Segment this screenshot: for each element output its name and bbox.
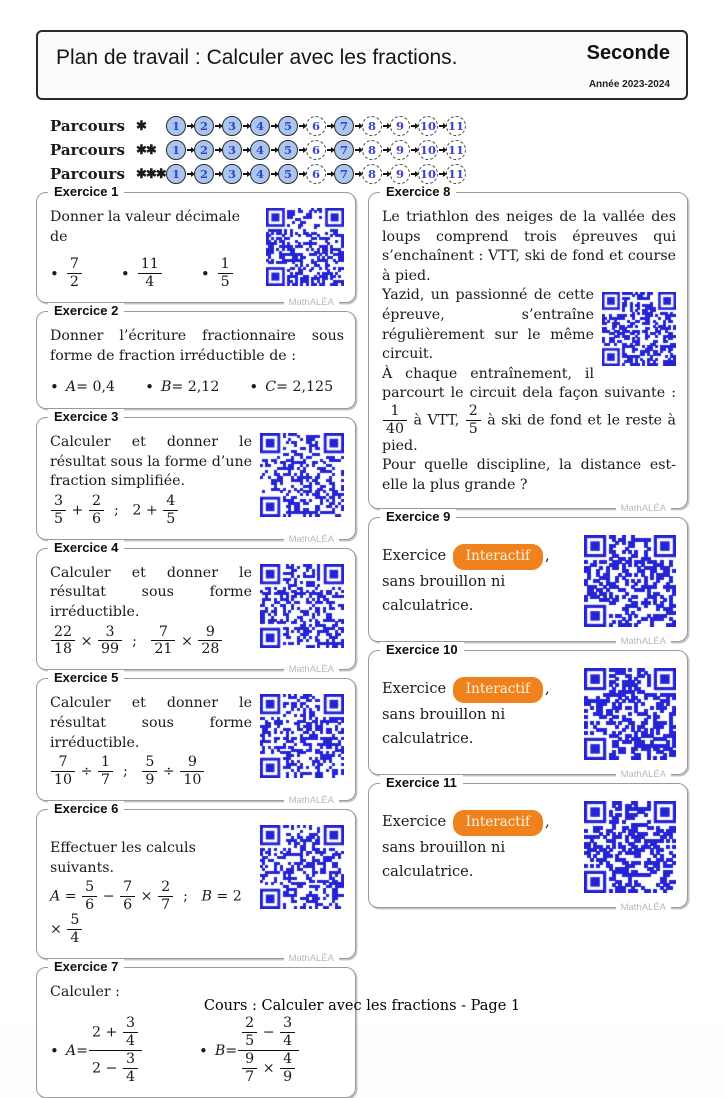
mathalea-watermark: MathALÉA <box>616 503 671 514</box>
parcours-step-11: 11 <box>446 140 466 160</box>
interactif-badge[interactable]: Interactif <box>453 544 543 571</box>
qr-code <box>584 668 676 760</box>
fraction: $\frac{2}{5}$ <box>465 404 482 437</box>
parcours-row <box>50 162 466 186</box>
math-item: • A = 2 + $\frac{3}{4}$ 2 − $\frac{3}{4}$ <box>50 1016 143 1085</box>
parcours-connector-arrow <box>411 125 417 127</box>
exercise-title: Exercice 2 <box>48 303 124 318</box>
interactif-badge[interactable]: Interactif <box>453 810 543 837</box>
fraction: $\frac{9}{7}$ <box>241 1052 258 1085</box>
fraction: 2 + $\frac{3}{4}$ 2 − $\frac{3}{4}$ <box>88 1016 143 1085</box>
interactive-text <box>382 677 584 750</box>
parcours-step-2: 2 <box>194 164 214 184</box>
exercise-card-10 <box>368 641 688 780</box>
exercise-card-11 <box>368 774 688 913</box>
parcours-connector-arrow <box>187 173 193 175</box>
exercise-title: Exercice 7 <box>48 959 124 974</box>
qr-code <box>260 694 344 778</box>
qr-code <box>266 208 344 286</box>
parcours-step-8: 8 <box>362 116 382 136</box>
math-line: $\frac{7}{10}$ ÷ $\frac{1}{7}$ ; $\frac{5}{9}$ ÷ $\frac{9}{10}$ <box>50 755 344 788</box>
fraction: $\frac{5}{4}$ <box>66 913 83 946</box>
parcours-connector-arrow <box>411 149 417 151</box>
parcours-connector-arrow <box>327 125 333 127</box>
comma: , <box>545 679 550 697</box>
exercise-paragraph-math: À chaque entraînement, il parcourt le circuit dela façon suivante : $\frac{1}{40}$ à VTT, $\frac{2}{5}$ à ski de fond et le reste à pied. <box>382 365 676 454</box>
fraction: $\frac{2}{5}$ − $\frac{3}{4}$ $\frac{9}{7}$ × $\frac{4}{9}$ <box>237 1016 300 1085</box>
fraction: $\frac{3}{4}$ <box>279 1016 296 1049</box>
exercise-title: Exercice 8 <box>380 184 456 199</box>
math-item: • C = 2,125 <box>249 378 333 396</box>
parcours-steps <box>166 140 466 160</box>
bullet-list <box>50 378 344 396</box>
parcours-row <box>50 114 466 138</box>
parcours-step-4: 4 <box>250 140 270 160</box>
exercise-title: Exercice 1 <box>48 184 124 199</box>
parcours-connector-arrow <box>383 173 389 175</box>
parcours-connector-arrow <box>271 125 277 127</box>
mathalea-watermark: MathALÉA <box>616 902 671 913</box>
fraction: $\frac{22}{18}$ <box>50 625 76 658</box>
qr-code <box>260 825 344 909</box>
parcours-step-11: 11 <box>446 164 466 184</box>
parcours-connector-arrow <box>243 173 249 175</box>
mathalea-watermark: MathALÉA <box>616 769 671 780</box>
bullet-list <box>50 1016 344 1085</box>
parcours-step-7: 7 <box>334 164 354 184</box>
exercise-card-6 <box>36 800 356 964</box>
parcours-step-10: 10 <box>418 116 438 136</box>
parcours-step-10: 10 <box>418 164 438 184</box>
parcours-connector-arrow <box>355 173 361 175</box>
exercise-card-3 <box>36 409 356 545</box>
qr-code <box>260 564 344 648</box>
fraction: $\frac{7}{10}$ <box>50 755 76 788</box>
exercise-intro: Calculer : <box>50 983 120 1000</box>
parcours-step-1: 1 <box>166 116 186 136</box>
parcours-connector-arrow <box>271 149 277 151</box>
parcours-connector-arrow <box>383 149 389 151</box>
parcours-stars: ✱✱ <box>136 142 156 158</box>
exercise-paragraph: Yazid, un passionné de cette épreuve, s’entraîne régulièrement sur le même circuit. <box>382 287 594 363</box>
parcours-step-8: 8 <box>362 140 382 160</box>
fraction: $\frac{2}{5}$ <box>241 1016 258 1049</box>
math-line: $\frac{3}{5}$ + $\frac{2}{6}$ ; 2 + $\frac{4}{5}$ <box>50 494 344 527</box>
parcours-step-3: 3 <box>222 116 242 136</box>
page-footer: Cours : Calculer avec les fractions - Page 1 <box>203 998 521 1014</box>
math-item: • A = 0,4 <box>50 378 115 396</box>
exercise-card-2 <box>36 303 356 409</box>
exercise-prefix: Exercice <box>382 546 447 564</box>
fraction: $\frac{9}{10}$ <box>179 755 205 788</box>
fraction: $\frac{1}{40}$ <box>382 404 408 437</box>
parcours-step-11: 11 <box>446 116 466 136</box>
mathalea-watermark: MathALÉA <box>284 664 339 675</box>
parcours-connector-arrow <box>383 125 389 127</box>
parcours-step-1: 1 <box>166 164 186 184</box>
left-column <box>36 184 356 1098</box>
parcours-step-9: 9 <box>390 116 410 136</box>
parcours-step-5: 5 <box>278 140 298 160</box>
parcours-connector-arrow <box>271 173 277 175</box>
school-year: Année 2023-2024 <box>588 79 670 90</box>
exercise-prefix: Exercice <box>382 812 447 830</box>
parcours-step-5: 5 <box>278 164 298 184</box>
parcours-connector-arrow <box>243 125 249 127</box>
fraction: $\frac{1}{7}$ <box>97 755 114 788</box>
fraction: $\frac{4}{5}$ <box>162 494 179 527</box>
parcours-connector-arrow <box>215 149 221 151</box>
exercise-intro: Calculer et donner le résultat sous forme irréductible. <box>50 564 252 620</box>
parcours-connector-arrow <box>187 149 193 151</box>
parcours-step-4: 4 <box>250 116 270 136</box>
parcours-step-8: 8 <box>362 164 382 184</box>
qr-code <box>260 433 344 517</box>
parcours-step-3: 3 <box>222 140 242 160</box>
fraction: $\frac{4}{9}$ <box>279 1052 296 1085</box>
parcours-section <box>50 114 466 186</box>
parcours-step-6: 6 <box>306 164 326 184</box>
right-column <box>368 184 688 913</box>
mathalea-watermark: MathALÉA <box>616 636 671 647</box>
exercise-instruction: sans brouillon ni calculatrice. <box>382 839 506 880</box>
exercise-columns <box>36 184 688 1098</box>
fraction: • $\frac{1}{5}$ <box>217 257 234 290</box>
math-item: • B = 2,12 <box>145 378 219 396</box>
parcours-connector-arrow <box>439 125 445 127</box>
parcours-connector-arrow <box>243 149 249 151</box>
parcours-connector-arrow <box>299 173 305 175</box>
interactif-badge[interactable]: Interactif <box>453 677 543 704</box>
exercise-card-8 <box>368 184 688 514</box>
math-line: A = $\frac{5}{6}$ − $\frac{7}{6}$ × $\frac{2}{7}$ ; B = 2 × $\frac{5}{4}$ <box>50 879 242 946</box>
parcours-connector-arrow <box>439 149 445 151</box>
fraction: • $\frac{11}{4}$ <box>137 257 163 290</box>
parcours-step-3: 3 <box>222 164 242 184</box>
fraction: $\frac{7}{21}$ <box>150 625 176 658</box>
exercise-instruction: sans brouillon ni calculatrice. <box>382 573 506 614</box>
fraction: $\frac{5}{9}$ <box>141 755 158 788</box>
parcours-connector-arrow <box>327 149 333 151</box>
parcours-step-6: 6 <box>306 140 326 160</box>
parcours-connector-arrow <box>187 125 193 127</box>
exercise-intro: Donner l’écriture fractionnaire sous forme de fraction irréductible de : <box>50 328 344 364</box>
comma: , <box>545 546 550 564</box>
exercise-intro: Effectuer les calculs suivants. <box>50 839 196 876</box>
parcours-stars: ✱✱✱ <box>136 166 166 182</box>
comma: , <box>545 812 550 830</box>
exercise-title: Exercice 5 <box>48 670 124 685</box>
parcours-steps <box>166 116 466 136</box>
parcours-connector-arrow <box>355 125 361 127</box>
parcours-label: Parcours <box>50 141 125 159</box>
math-line: $\frac{22}{18}$ × $\frac{3}{99}$ ; $\frac{7}{21}$ × $\frac{9}{28}$ <box>50 625 344 658</box>
fraction: $\frac{7}{6}$ <box>119 880 136 913</box>
math-item <box>121 257 163 290</box>
qr-code <box>602 292 676 366</box>
exercise-card-4 <box>36 539 356 676</box>
parcours-connector-arrow <box>215 125 221 127</box>
parcours-connector-arrow <box>215 173 221 175</box>
exercise-title: Exercice 10 <box>380 642 464 657</box>
parcours-step-7: 7 <box>334 140 354 160</box>
parcours-stars: ✱ <box>136 118 146 134</box>
mathalea-watermark: MathALÉA <box>284 953 339 964</box>
exercise-intro: Donner la valeur décimale de <box>50 209 241 245</box>
exercise-paragraph: Pour quelle discipline, la distance est-elle la plus grande ? <box>382 457 676 493</box>
exercise-title: Exercice 4 <box>48 540 124 555</box>
math-item <box>50 257 83 290</box>
parcours-step-2: 2 <box>194 116 214 136</box>
parcours-label: Parcours <box>50 117 125 135</box>
parcours-connector-arrow <box>299 149 305 151</box>
parcours-step-9: 9 <box>390 164 410 184</box>
interactive-text <box>382 810 584 883</box>
header-right <box>587 42 670 90</box>
math-item <box>201 257 234 290</box>
fraction: $\frac{2}{7}$ <box>157 880 174 913</box>
exercise-title: Exercice 6 <box>48 801 124 816</box>
mathalea-watermark: MathALÉA <box>284 795 339 806</box>
exercise-card-1 <box>36 184 356 308</box>
fraction: $\frac{2}{6}$ <box>88 494 105 527</box>
exercise-card-9 <box>368 508 688 647</box>
parcours-label: Parcours <box>50 165 125 183</box>
exercise-paragraph: Le triathlon des neiges de la vallée des loups comprend trois épreuves qui s’enchaînent : VTT, ski de fond et course à pied. <box>382 209 676 284</box>
fraction: $\frac{5}{6}$ <box>81 880 98 913</box>
math-item: • B = $\frac{2}{5}$ − $\frac{3}{4}$ $\frac{9}{7}$ × $\frac{4}{9}$ <box>199 1016 300 1085</box>
interactive-exercise-body <box>382 666 676 762</box>
exercise-prefix: Exercice <box>382 679 447 697</box>
fraction: $\frac{3}{99}$ <box>97 625 123 658</box>
parcours-connector-arrow <box>299 125 305 127</box>
parcours-connector-arrow <box>411 173 417 175</box>
bullet-list <box>50 257 258 290</box>
parcours-step-9: 9 <box>390 140 410 160</box>
interactive-text <box>382 544 584 617</box>
exercise-intro: Calculer et donner le résultat sous forme irréductible. <box>50 695 252 751</box>
parcours-step-7: 7 <box>334 116 354 136</box>
fraction: • $\frac{7}{2}$ <box>66 257 83 290</box>
grade-level: Seconde <box>586 42 670 64</box>
interactive-exercise-body <box>382 533 676 629</box>
exercise-card-5 <box>36 670 356 806</box>
fraction: $\frac{3}{4}$ <box>122 1016 139 1049</box>
header-box <box>36 30 688 100</box>
fraction: $\frac{3}{5}$ <box>50 494 67 527</box>
mathalea-watermark: MathALÉA <box>284 297 339 308</box>
page-title: Plan de travail : Calculer avec les fractions. <box>56 46 458 69</box>
parcours-step-6: 6 <box>306 116 326 136</box>
exercise-instruction: sans brouillon ni calculatrice. <box>382 706 506 747</box>
parcours-step-5: 5 <box>278 116 298 136</box>
mathalea-watermark: MathALÉA <box>284 534 339 545</box>
exercise-intro: Calculer et donner le résultat sous la forme d’une fraction simplifiée. <box>50 434 252 490</box>
parcours-connector-arrow <box>439 173 445 175</box>
exercise-title: Exercice 3 <box>48 409 124 424</box>
parcours-connector-arrow <box>327 173 333 175</box>
parcours-connector-arrow <box>355 149 361 151</box>
parcours-step-10: 10 <box>418 140 438 160</box>
fraction: $\frac{3}{4}$ <box>122 1052 139 1085</box>
parcours-row <box>50 138 466 162</box>
exercise-title: Exercice 9 <box>380 509 456 524</box>
fraction: $\frac{9}{28}$ <box>197 625 223 658</box>
parcours-step-1: 1 <box>166 140 186 160</box>
parcours-step-4: 4 <box>250 164 270 184</box>
parcours-steps <box>166 164 466 184</box>
qr-code <box>584 535 676 627</box>
interactive-exercise-body <box>382 799 676 895</box>
qr-code <box>584 801 676 893</box>
exercise-title: Exercice 11 <box>380 775 463 790</box>
parcours-step-2: 2 <box>194 140 214 160</box>
